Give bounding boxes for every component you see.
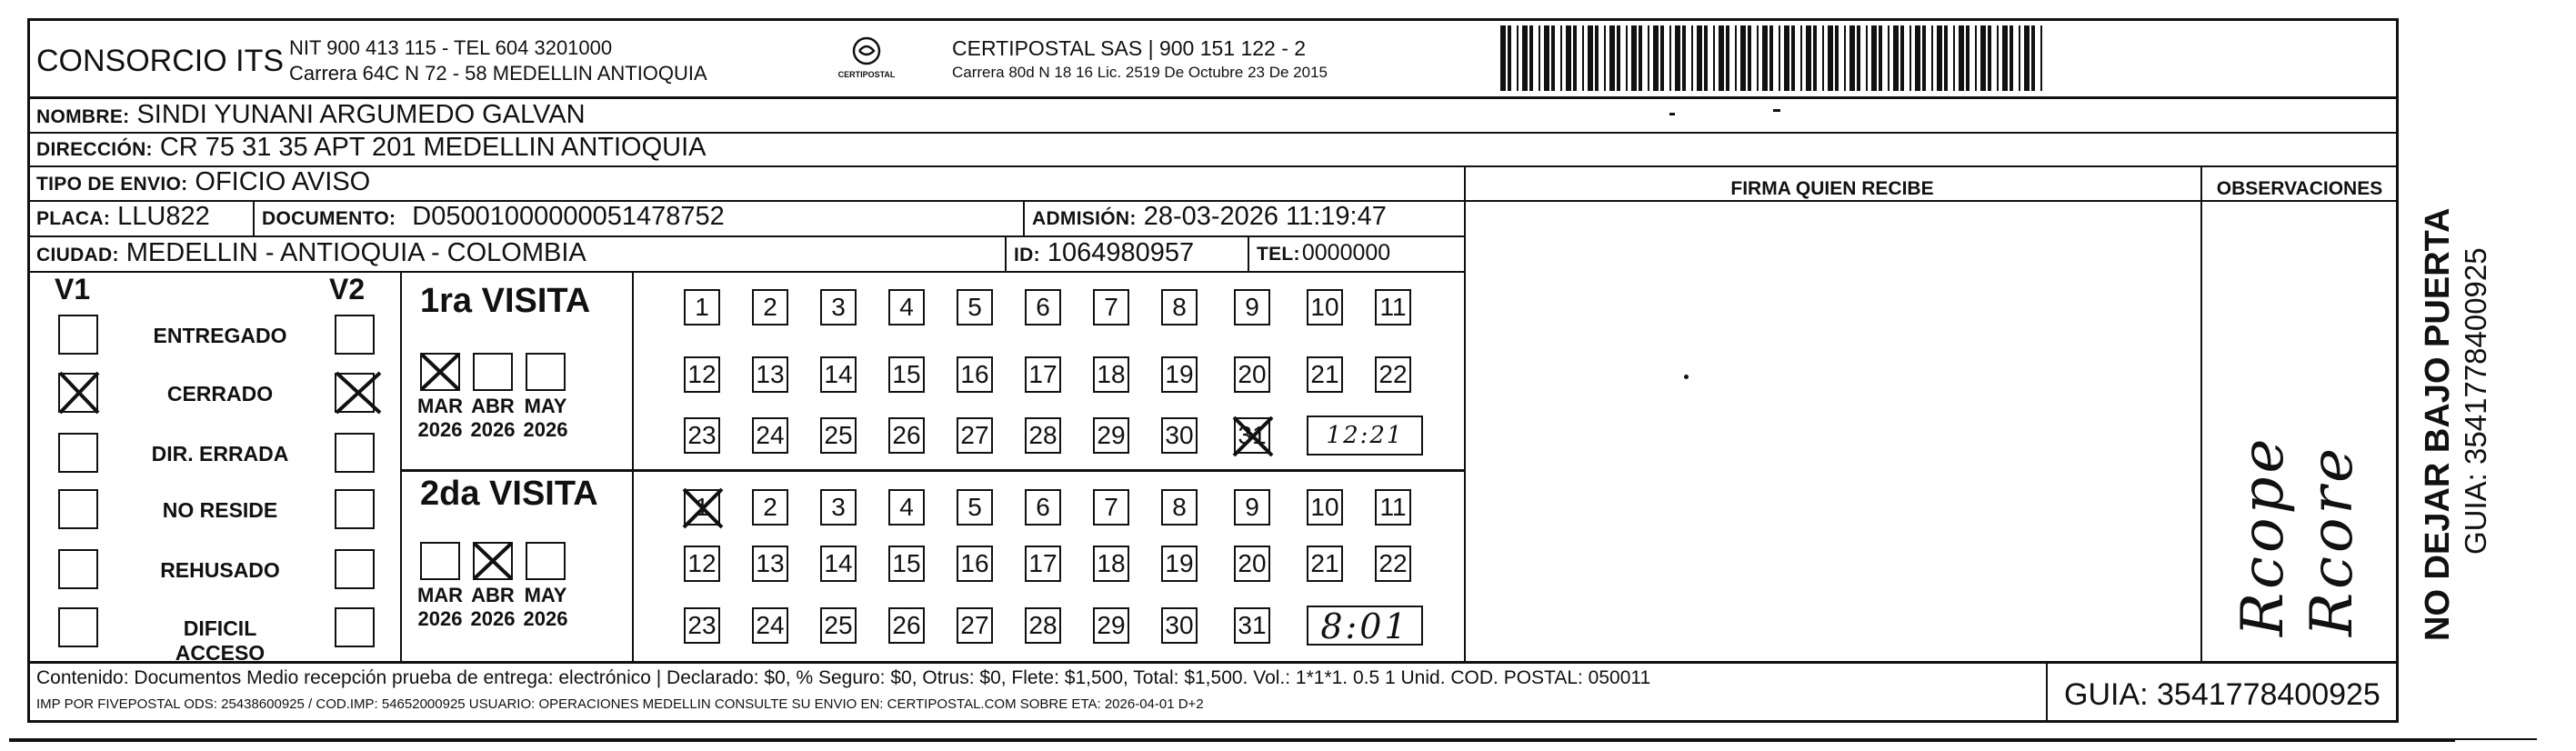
carrier-line-2: Carrera 80d N 18 16 Lic. 2519 De Octubre 23 De 2015 xyxy=(952,64,1328,81)
cell-divider xyxy=(1248,235,1249,271)
id-label: ID: xyxy=(1014,245,1040,265)
second-visit-day-9[interactable]: 9 xyxy=(1234,489,1270,526)
barcode-bar xyxy=(2040,25,2042,91)
documento-value: D05001000000051478752 xyxy=(412,202,725,231)
second-visit-day-4[interactable]: 4 xyxy=(888,489,925,526)
footer-cell-divider xyxy=(2046,661,2048,723)
barcode-bar xyxy=(1866,25,1868,91)
first-visit-day-3[interactable]: 3 xyxy=(820,289,857,325)
second-visit-day-25[interactable]: 25 xyxy=(820,607,857,644)
barcode-bar xyxy=(1791,25,1795,91)
v2-checkbox[interactable] xyxy=(335,315,375,355)
barcode-bar xyxy=(1784,25,1789,91)
barcode-bar xyxy=(1639,25,1642,91)
first-visit-day-26[interactable]: 26 xyxy=(888,417,925,454)
barcode-bar xyxy=(1800,25,1802,91)
tipo-envio-value: OFICIO AVISO xyxy=(195,167,371,196)
status-label: REHUSADO xyxy=(160,558,280,582)
observaciones-handwriting-2: Rcore xyxy=(2299,444,2366,636)
second-visit-day-5[interactable]: 5 xyxy=(957,489,993,526)
firma-header: FIRMA QUIEN RECIBE xyxy=(1730,178,1934,199)
v2-checkbox[interactable] xyxy=(335,433,375,473)
direccion-row xyxy=(36,133,707,163)
barcode-bar xyxy=(1779,25,1780,91)
first-visit-day-6[interactable]: 6 xyxy=(1025,289,1061,325)
second-visit-day-20[interactable]: 20 xyxy=(1234,546,1270,582)
barcode-bar xyxy=(2031,25,2035,91)
status-label: DIFICIL ACCESO xyxy=(175,616,266,665)
second-visit-day-30[interactable]: 30 xyxy=(1161,607,1198,644)
barcode-bar xyxy=(1937,25,1942,91)
second-visit-day-10[interactable]: 10 xyxy=(1307,489,1343,526)
first-visit-day-25[interactable]: 25 xyxy=(820,417,857,454)
barcode-bar xyxy=(1669,25,1671,91)
tipo-envio-row xyxy=(36,167,370,197)
logo-caption: CERTIPOSTAL xyxy=(837,70,896,79)
second-visit-day-14[interactable]: 14 xyxy=(820,546,857,582)
footer-guia: GUIA: 3541778400925 xyxy=(2064,677,2381,712)
second-visit-month-label: MAR xyxy=(416,584,464,606)
cell-divider xyxy=(253,200,255,235)
barcode-bar xyxy=(1631,25,1637,91)
first-visit-day-16[interactable]: 16 xyxy=(957,356,993,393)
second-visit-time-box xyxy=(1307,606,1423,646)
first-visit-year-label: 2026 xyxy=(470,418,516,441)
first-visit-day-15[interactable]: 15 xyxy=(888,356,925,393)
barcode-bar xyxy=(1822,25,1824,91)
barcode-bar xyxy=(1604,25,1606,91)
side-guia: GUIA: 3541778400925 xyxy=(2459,247,2492,555)
barcode-bar xyxy=(1735,25,1737,91)
stray-dot xyxy=(1684,375,1689,379)
barcode-bar xyxy=(1626,25,1628,91)
admision-label: ADMISIÓN: xyxy=(1032,208,1137,229)
certipostal-logo xyxy=(835,35,898,79)
barcode-bar xyxy=(1828,25,1833,91)
second-visit-day-17[interactable]: 17 xyxy=(1025,546,1061,582)
barcode-bar xyxy=(1953,25,1955,91)
first-visit-time-box xyxy=(1307,416,1423,456)
barcode-bar xyxy=(1508,25,1511,91)
second-visit-day-2[interactable]: 2 xyxy=(752,489,788,526)
first-visit-day-23[interactable]: 23 xyxy=(684,417,720,454)
barcode-bar xyxy=(1813,25,1817,91)
barcode-bar xyxy=(1806,25,1811,91)
barcode-bar xyxy=(1915,25,1920,91)
second-visit-day-3[interactable]: 3 xyxy=(820,489,857,526)
first-visit-day-2[interactable]: 2 xyxy=(752,289,788,325)
first-visit-title: 1ra VISITA xyxy=(420,282,591,320)
header-divider xyxy=(27,96,2399,99)
first-visit-day-20[interactable]: 20 xyxy=(1234,356,1270,393)
second-visit-month-label: ABR xyxy=(471,584,515,606)
barcode-bar xyxy=(1691,25,1693,91)
second-visit-day-31[interactable]: 31 xyxy=(1234,607,1270,644)
barcode-bar xyxy=(1675,25,1680,91)
barcode-bar xyxy=(1544,25,1549,91)
first-visit-day-12[interactable]: 12 xyxy=(684,356,720,393)
tel-row xyxy=(1257,240,1390,266)
v1-checkbox[interactable] xyxy=(58,489,98,529)
barcode-bar xyxy=(1609,25,1615,91)
second-visit-day-19[interactable]: 19 xyxy=(1161,546,1198,582)
second-visit-day-18[interactable]: 18 xyxy=(1093,546,1129,582)
v2-checkbox[interactable] xyxy=(335,373,375,413)
barcode-bar xyxy=(2019,25,2020,91)
company-name: CONSORCIO ITS xyxy=(36,44,285,78)
barcode xyxy=(1500,25,2055,91)
barcode-bar xyxy=(2010,25,2013,91)
barcode-bar xyxy=(1704,25,1708,91)
second-visit-day-24[interactable]: 24 xyxy=(752,607,788,644)
first-visit-day-8[interactable]: 8 xyxy=(1161,289,1198,325)
first-visit-day-5[interactable]: 5 xyxy=(957,289,993,325)
status-label: DIR. ERRADA xyxy=(151,442,289,466)
barcode-bar xyxy=(1980,25,1986,91)
barcode-bar xyxy=(1740,25,1746,91)
ciudad-value: MEDELLIN - ANTIOQUIA - COLOMBIA xyxy=(125,238,586,267)
second-visit-title: 2da VISITA xyxy=(420,475,598,513)
second-visit-day-7[interactable]: 7 xyxy=(1093,489,1129,526)
v2-checkbox[interactable] xyxy=(335,489,375,529)
second-visit-day-13[interactable]: 13 xyxy=(752,546,788,582)
barcode-bar xyxy=(1748,25,1751,91)
v1-checkbox[interactable] xyxy=(58,607,98,647)
first-visit-day-13[interactable]: 13 xyxy=(752,356,788,393)
documento-label: DOCUMENTO: xyxy=(262,208,396,229)
barcode-bar xyxy=(1871,25,1877,91)
tipo-envio-label: TIPO DE ENVIO: xyxy=(36,174,188,195)
first-visit-day-4[interactable]: 4 xyxy=(888,289,925,325)
first-visit-day-30[interactable]: 30 xyxy=(1161,417,1198,454)
v1-checkbox[interactable] xyxy=(58,549,98,589)
barcode-bar xyxy=(1539,25,1540,91)
nombre-value: SINDI YUNANI ARGUMEDO GALVAN xyxy=(136,100,586,129)
second-visit-year-label: 2026 xyxy=(470,607,516,630)
first-visit-year-label: 2026 xyxy=(523,418,568,441)
v1-checkbox[interactable] xyxy=(58,433,98,473)
placa-label: PLACA: xyxy=(36,208,111,229)
barcode-bar xyxy=(1500,25,1506,91)
footer-line-1: Contenido: Documentos Medio recepción prueba de entrega: electrónico | Declarado: $0, % Seguro: $0, Otrus: $0, Flete: $1,500, Total: $1,500. Vol.: 1*1*1. 0.5 1 Unid. COD. POSTAL: 050011 xyxy=(36,667,1651,688)
observaciones-header: OBSERVACIONES xyxy=(2216,178,2383,199)
barcode-bar xyxy=(1900,25,1904,91)
id-value: 1064980957 xyxy=(1047,238,1195,267)
barcode-bar xyxy=(1988,25,1991,91)
second-visit-day-29[interactable]: 29 xyxy=(1093,607,1129,644)
barcode-bar xyxy=(1757,25,1759,91)
second-visit-year-label: 2026 xyxy=(523,607,568,630)
bottom-rule xyxy=(9,738,2455,742)
first-visit-day-22[interactable]: 22 xyxy=(1375,356,1411,393)
side-warning: NO DEJAR BAJO PUERTA xyxy=(2419,207,2457,641)
first-visit-day-18[interactable]: 18 xyxy=(1093,356,1129,393)
second-visit-day-27[interactable]: 27 xyxy=(957,607,993,644)
second-visit-year-label: 2026 xyxy=(417,607,463,630)
first-visit-month-label: ABR xyxy=(471,395,515,417)
ciudad-label: CIUDAD: xyxy=(36,245,119,265)
first-visit-month-checkbox[interactable] xyxy=(473,353,513,391)
second-visit-day-26[interactable]: 26 xyxy=(888,607,925,644)
second-visit-month-checkbox[interactable] xyxy=(473,542,513,580)
second-visit-day-28[interactable]: 28 xyxy=(1025,607,1061,644)
first-visit-day-28[interactable]: 28 xyxy=(1025,417,1061,454)
first-visit-day-9[interactable]: 9 xyxy=(1234,289,1270,325)
barcode-bar xyxy=(1617,25,1620,91)
stray-mark xyxy=(1773,109,1780,112)
section-divider xyxy=(632,271,634,661)
first-visit-time: 12:21 xyxy=(1326,422,1404,449)
first-visit-month-label: MAY xyxy=(524,395,567,417)
barcode-bar xyxy=(2002,25,2008,91)
barcode-bar xyxy=(1959,25,1964,91)
barcode-bar xyxy=(1849,25,1855,91)
barcode-bar xyxy=(1529,25,1533,91)
status-label: ENTREGADO xyxy=(153,324,287,347)
first-visit-month-checkbox[interactable] xyxy=(420,353,460,391)
observaciones-handwriting-1: Rcope xyxy=(2230,435,2297,636)
documento-row xyxy=(262,202,725,232)
barcode-bar xyxy=(1719,25,1724,91)
barcode-bar xyxy=(1560,25,1562,91)
nombre-row xyxy=(36,100,586,130)
barcode-bar xyxy=(1835,25,1839,91)
second-visit-day-1[interactable]: 1 xyxy=(684,489,720,526)
barcode-bar xyxy=(1888,25,1889,91)
second-visit-month-checkbox[interactable] xyxy=(526,542,566,580)
barcode-bar xyxy=(2024,25,2030,91)
barcode-bar xyxy=(1648,25,1649,91)
second-visit-day-12[interactable]: 12 xyxy=(684,546,720,582)
v2-checkbox[interactable] xyxy=(335,549,375,589)
first-visit-year-label: 2026 xyxy=(417,418,463,441)
certipostal-logo-icon xyxy=(848,35,885,67)
barcode-bar xyxy=(1522,25,1528,91)
barcode-bar xyxy=(1588,25,1593,91)
second-visit-day-21[interactable]: 21 xyxy=(1307,546,1343,582)
barcode-bar xyxy=(1857,25,1860,91)
barcode-bar xyxy=(1517,25,1519,91)
barcode-bar xyxy=(1769,25,1773,91)
barcode-bar xyxy=(1966,25,1970,91)
first-visit-day-10[interactable]: 10 xyxy=(1307,289,1343,325)
barcode-bar xyxy=(1997,25,1999,91)
barcode-bar xyxy=(1713,25,1715,91)
barcode-bar xyxy=(1582,25,1584,91)
second-visit-time: 8:01 xyxy=(1320,606,1409,646)
second-visit-day-16[interactable]: 16 xyxy=(957,546,993,582)
barcode-bar xyxy=(1975,25,1977,91)
barcode-bar xyxy=(1931,25,1933,91)
barcode-bar xyxy=(1762,25,1768,91)
row-divider xyxy=(27,165,2399,167)
carrier-line-1: CERTIPOSTAL SAS | 900 151 122 - 2 xyxy=(952,36,1307,60)
direccion-value: CR 75 31 35 APT 201 MEDELLIN ANTIOQUIA xyxy=(159,133,707,162)
barcode-bar xyxy=(1909,25,1911,91)
first-visit-day-21[interactable]: 21 xyxy=(1307,356,1343,393)
barcode-bar xyxy=(1944,25,1948,91)
first-visit-day-27[interactable]: 27 xyxy=(957,417,993,454)
footer-divider xyxy=(27,661,2399,664)
first-visit-day-24[interactable]: 24 xyxy=(752,417,788,454)
barcode-bar xyxy=(1660,25,1664,91)
second-visit-day-6[interactable]: 6 xyxy=(1025,489,1061,526)
observaciones-column-border xyxy=(2200,165,2202,661)
footer-line-2: IMP POR FIVEPOSTAL ODS: 25438600925 / COD.IMP: 54652000925 USUARIO: OPERACIONES MEDELLIN CONSULTE SU ENVIO EN: CERTIPOSTAL.COM SOBRE ETA: 2026-04-01 D+2 xyxy=(36,696,1204,712)
cell-divider xyxy=(1023,200,1025,235)
nombre-label: NOMBRE: xyxy=(36,106,130,127)
cell-divider xyxy=(1005,235,1007,271)
barcode-bar xyxy=(1682,25,1686,91)
barcode-bar xyxy=(1566,25,1571,91)
second-visit-month-checkbox[interactable] xyxy=(420,542,460,580)
barcode-bar xyxy=(1844,25,1846,91)
v1-checkbox[interactable] xyxy=(58,315,98,355)
admision-value: 28-03-2026 11:19:47 xyxy=(1143,202,1387,231)
barcode-bar xyxy=(1573,25,1577,91)
second-visit-day-15[interactable]: 15 xyxy=(888,546,925,582)
visit-divider xyxy=(400,469,1464,472)
status-label: CERRADO xyxy=(166,382,274,406)
barcode-bar xyxy=(1595,25,1599,91)
barcode-bar xyxy=(1551,25,1555,91)
stray-mark xyxy=(1669,113,1675,115)
direccion-label: DIRECCIÓN: xyxy=(36,139,153,160)
signature-area xyxy=(1466,202,2199,660)
first-visit-month-label: MAR xyxy=(416,395,464,417)
v1-checkbox[interactable] xyxy=(58,373,98,413)
placa-row xyxy=(36,202,210,232)
first-visit-day-17[interactable]: 17 xyxy=(1025,356,1061,393)
row-divider xyxy=(27,271,1464,273)
second-visit-day-23[interactable]: 23 xyxy=(684,607,720,644)
first-visit-day-19[interactable]: 19 xyxy=(1161,356,1198,393)
admision-row xyxy=(1032,202,1387,232)
barcode-bar xyxy=(1697,25,1702,91)
v2-header: V2 xyxy=(329,273,366,305)
placa-value: LLU822 xyxy=(117,202,210,231)
first-visit-month-checkbox[interactable] xyxy=(526,353,566,391)
first-visit-day-29[interactable]: 29 xyxy=(1093,417,1129,454)
ciudad-row xyxy=(36,238,586,268)
first-visit-day-7[interactable]: 7 xyxy=(1093,289,1129,325)
barcode-bar xyxy=(1922,25,1926,91)
company-line-1: NIT 900 413 115 - TEL 604 3201000 xyxy=(289,36,613,59)
second-visit-day-8[interactable]: 8 xyxy=(1161,489,1198,526)
first-visit-day-1[interactable]: 1 xyxy=(684,289,720,325)
v2-checkbox[interactable] xyxy=(335,607,375,647)
bottom-rule-short xyxy=(2455,738,2537,740)
barcode-bar xyxy=(1879,25,1882,91)
company-line-2: Carrera 64C N 72 - 58 MEDELLIN ANTIOQUIA xyxy=(289,62,707,85)
second-visit-month-label: MAY xyxy=(524,584,567,606)
tel-value: 0000000 xyxy=(1301,240,1391,265)
second-visit-day-22[interactable]: 22 xyxy=(1375,546,1411,582)
barcode-bar xyxy=(1726,25,1729,91)
second-visit-day-11[interactable]: 11 xyxy=(1375,489,1411,526)
barcode-bar xyxy=(1893,25,1899,91)
status-label: NO RESIDE xyxy=(162,498,278,522)
v1-header: V1 xyxy=(55,273,91,305)
first-visit-day-14[interactable]: 14 xyxy=(820,356,857,393)
id-row xyxy=(1014,238,1194,268)
first-visit-day-31[interactable]: 31 xyxy=(1234,417,1270,454)
tel-label: TEL: xyxy=(1257,244,1300,265)
barcode-bar xyxy=(1653,25,1659,91)
first-visit-day-11[interactable]: 11 xyxy=(1375,289,1411,325)
section-divider xyxy=(400,271,402,661)
